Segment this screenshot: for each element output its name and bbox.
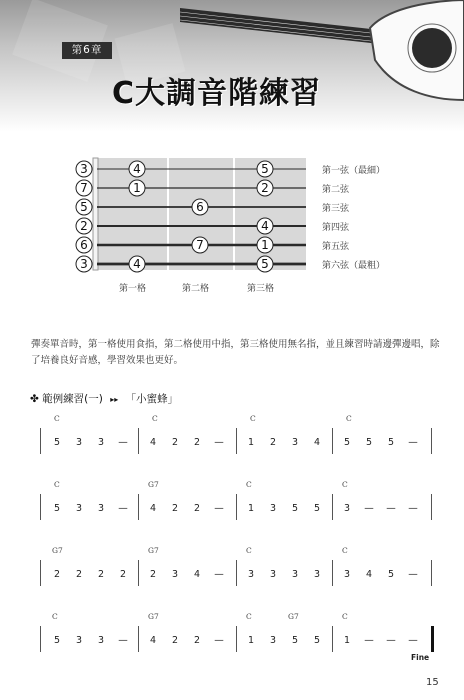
note: 4 [313, 437, 321, 448]
note: 3 [269, 569, 277, 580]
note: 5 [313, 635, 321, 646]
chord-symbol: C [54, 480, 60, 489]
note: 1 [247, 635, 255, 646]
barline [332, 560, 333, 586]
note: 2 [75, 569, 83, 580]
string-label: 第四弦 [322, 223, 350, 233]
barline [138, 626, 139, 652]
barline [40, 494, 41, 520]
note: — [118, 635, 128, 646]
note: 3 [269, 503, 277, 514]
note: 4 [149, 635, 157, 646]
note: 3 [291, 437, 299, 448]
barline [431, 560, 432, 586]
barline [431, 494, 432, 520]
note: 4 [149, 503, 157, 514]
note: 5 [291, 503, 299, 514]
chord-symbol: G7 [148, 546, 159, 555]
example-heading [30, 391, 178, 406]
string-label: 第二弦 [322, 185, 350, 195]
note: — [364, 635, 374, 646]
chord-symbol: G7 [288, 612, 299, 621]
note: 5 [53, 503, 61, 514]
string-label: 第一弦（最細） [322, 166, 386, 176]
fretted-note: 1 [261, 238, 269, 252]
guitar-nut [93, 158, 98, 270]
note: — [408, 503, 418, 514]
note: 5 [53, 635, 61, 646]
score-line [40, 480, 434, 540]
fretted-note: 4 [133, 162, 141, 176]
note: — [408, 437, 418, 448]
note: — [364, 503, 374, 514]
song-title: 「小蜜蜂」 [125, 393, 179, 405]
barline [431, 428, 432, 454]
fretboard-diagram [0, 0, 464, 300]
note: — [214, 635, 224, 646]
note: — [214, 569, 224, 580]
note: 2 [53, 569, 61, 580]
note: 5 [291, 635, 299, 646]
note: 3 [75, 503, 83, 514]
note: — [386, 503, 396, 514]
string-label: 第六弦（最粗） [322, 261, 386, 271]
fret-label: 第三格 [247, 284, 275, 294]
open-string-note: 7 [80, 181, 88, 195]
fretted-note: 1 [133, 181, 141, 195]
barline [332, 626, 333, 652]
note: 4 [149, 437, 157, 448]
note: 5 [343, 437, 351, 448]
bullet-icon: ✤ [30, 393, 39, 405]
barline [138, 560, 139, 586]
note: 3 [97, 437, 105, 448]
note: 3 [171, 569, 179, 580]
string-label: 第五弦 [322, 242, 350, 252]
chord-symbol: G7 [148, 480, 159, 489]
barline [236, 428, 237, 454]
final-barline [431, 626, 434, 652]
note: 3 [75, 635, 83, 646]
note: 2 [149, 569, 157, 580]
score-line [40, 414, 434, 474]
chord-symbol: C [52, 612, 58, 621]
fretted-note: 6 [196, 200, 204, 214]
note: 2 [97, 569, 105, 580]
open-string-note: 3 [80, 257, 88, 271]
note: 2 [193, 503, 201, 514]
note: 1 [343, 635, 351, 646]
note: 5 [387, 437, 395, 448]
barline [332, 494, 333, 520]
note: — [386, 635, 396, 646]
chord-symbol: G7 [52, 546, 63, 555]
note: 3 [343, 503, 351, 514]
score-line [40, 546, 434, 606]
open-string-note: 5 [80, 200, 88, 214]
note: — [408, 569, 418, 580]
note: 3 [291, 569, 299, 580]
note: — [214, 437, 224, 448]
fine-marker: Fine [411, 653, 430, 662]
chord-symbol: C [152, 414, 158, 423]
open-string-note: 6 [80, 238, 88, 252]
note: 2 [193, 437, 201, 448]
chord-symbol: C [54, 414, 60, 423]
note: 5 [313, 503, 321, 514]
note: 3 [343, 569, 351, 580]
chord-symbol: C [346, 414, 352, 423]
note: 3 [313, 569, 321, 580]
barline [138, 494, 139, 520]
fretted-note: 4 [133, 257, 141, 271]
note: 3 [75, 437, 83, 448]
chord-symbol: C [342, 480, 348, 489]
barline [236, 494, 237, 520]
chapter-tag: 第6章 [62, 42, 112, 59]
instruction-text: 彈奏單音時，第一格使用食指，第二格使用中指，第三格使用無名指，並且練習時請邊彈邊唱，除了培養良好音感，學習效果也更好。 [31, 339, 440, 366]
chord-symbol: C [246, 480, 252, 489]
note: 3 [247, 569, 255, 580]
note: 2 [171, 437, 179, 448]
note: — [408, 635, 418, 646]
barline [40, 428, 41, 454]
barline [40, 560, 41, 586]
chord-symbol: C [342, 612, 348, 621]
note: 5 [53, 437, 61, 448]
note: 3 [97, 503, 105, 514]
barline [236, 560, 237, 586]
chord-symbol: C [246, 612, 252, 621]
note: 2 [119, 569, 127, 580]
note: — [214, 503, 224, 514]
string-label: 第三弦 [322, 204, 350, 214]
note: 2 [193, 635, 201, 646]
example-label: 範例練習(一) [42, 393, 103, 405]
note: 3 [97, 635, 105, 646]
barline [332, 428, 333, 454]
chord-symbol: C [246, 546, 252, 555]
note: 2 [171, 503, 179, 514]
note: — [118, 503, 128, 514]
note: 1 [247, 437, 255, 448]
note: 2 [171, 635, 179, 646]
note: 2 [269, 437, 277, 448]
chord-symbol: G7 [148, 612, 159, 621]
fret-label: 第一格 [119, 284, 147, 294]
note: 5 [365, 437, 373, 448]
chord-symbol: C [250, 414, 256, 423]
open-string-note: 2 [80, 219, 88, 233]
note: 3 [269, 635, 277, 646]
note: 4 [365, 569, 373, 580]
fretted-note: 4 [261, 219, 269, 233]
fretted-note: 5 [261, 257, 269, 271]
page-title: C大調音階練習 [112, 76, 322, 111]
open-string-note: 3 [80, 162, 88, 176]
note: — [118, 437, 128, 448]
barline [138, 428, 139, 454]
note: 5 [387, 569, 395, 580]
barline [40, 626, 41, 652]
note: 1 [247, 503, 255, 514]
page-number: 15 [426, 677, 439, 688]
barline [236, 626, 237, 652]
fretted-note: 5 [261, 162, 269, 176]
chord-symbol: C [342, 546, 348, 555]
score-line [40, 612, 434, 672]
note: 4 [193, 569, 201, 580]
fretted-note: 7 [196, 238, 204, 252]
fret-label: 第二格 [182, 284, 210, 294]
fretted-note: 2 [261, 181, 269, 195]
arrow-icon: ▸▸ [110, 395, 119, 404]
